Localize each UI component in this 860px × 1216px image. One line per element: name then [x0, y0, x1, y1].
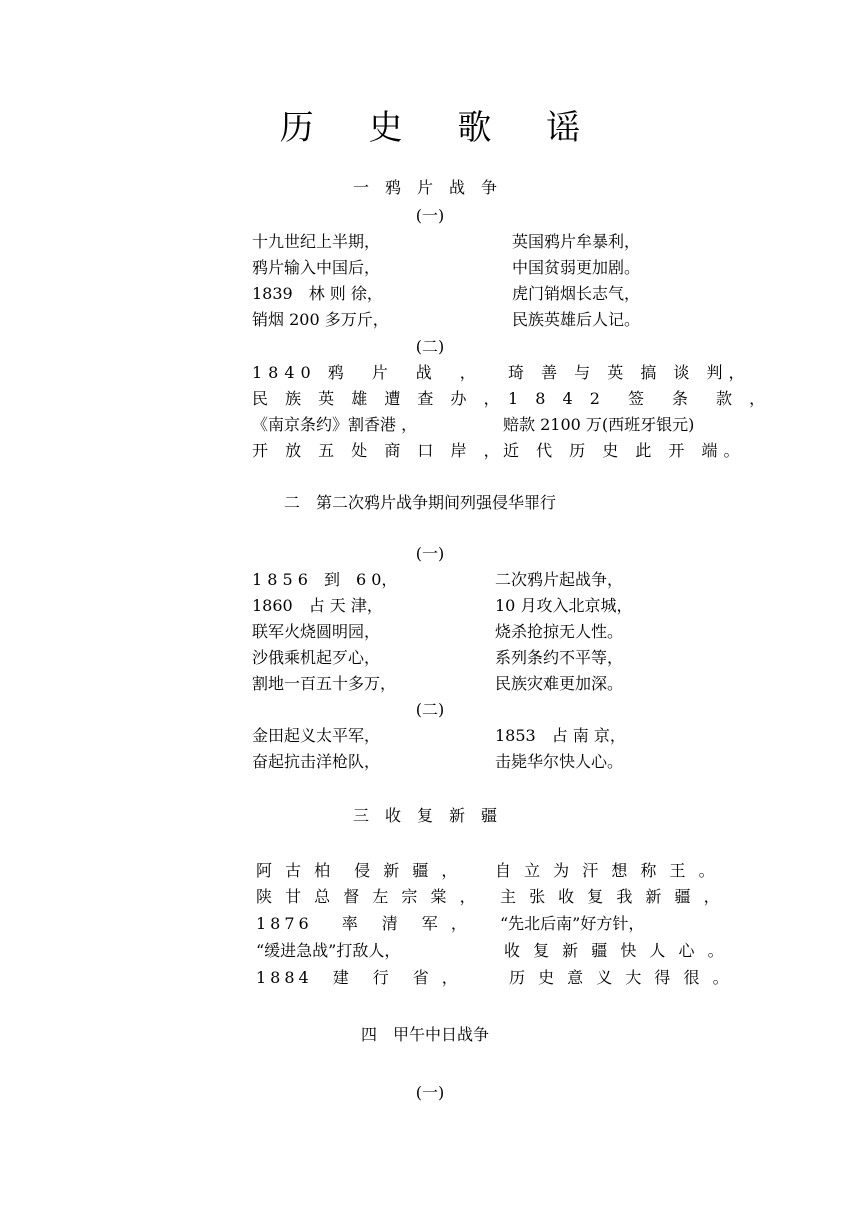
- verse-right: 琦 善 与 英 搞 谈 判，: [508, 363, 751, 382]
- section-heading: 二 第二次鸦片战争期间列强侵华罪行: [284, 493, 557, 512]
- verse-right: 赔款 2100 万(西班牙银元): [503, 415, 695, 434]
- verse-left: 1840 鸦 片 战 ，: [252, 363, 482, 382]
- verse-right: 10 月攻入北京城，: [495, 596, 633, 615]
- verse-right: 自 立 为 汗 想 称 王 。: [495, 861, 719, 880]
- verse-right: 中国贫弱更加剧。: [512, 258, 641, 277]
- verse-right: 击毙华尔快人心。: [495, 752, 624, 771]
- page-title: 历 史 歌 谣: [279, 108, 603, 148]
- verse-right: 主 张 收 复 我 新 疆 ，: [500, 887, 724, 906]
- verse-right: 民族英雄后人记。: [512, 310, 641, 329]
- verse-right: 英国鸦片牟暴利，: [512, 232, 641, 251]
- part-label: (二): [415, 700, 445, 719]
- verse-right: “先北后南”好方针，: [500, 914, 645, 933]
- part-label: (一): [415, 544, 445, 563]
- verse-left: 奋起抗击洋枪队，: [252, 752, 381, 771]
- verse-left: 鸦片输入中国后，: [252, 258, 381, 277]
- verse-right: 系列条约不平等，: [495, 648, 624, 667]
- verse-left: 1 8 5 6 到 6 0，: [252, 570, 398, 589]
- part-label: (二): [415, 337, 445, 356]
- section-heading: 三 收 复 新 疆: [353, 806, 498, 825]
- verse-left: 开 放 五 处 商 口 岸 ，: [252, 441, 506, 460]
- verse-left: 阿 古 柏 侵 新 疆 ，: [256, 861, 462, 880]
- verse-right: 虎门销烟长志气，: [512, 284, 641, 303]
- part-label: (一): [415, 1083, 445, 1102]
- verse-left: 销烟 200 多万斤，: [252, 310, 389, 329]
- part-label: (一): [415, 206, 445, 225]
- verse-right: 近 代 历 史 此 开 端。: [503, 441, 746, 460]
- verse-right: 1853 占 南 京，: [495, 726, 626, 745]
- section-heading: 一 鸦 片 战 争: [353, 178, 498, 197]
- verse-left: 《南京条约》割香港 ，: [252, 415, 418, 434]
- verse-left: 陕 甘 总 督 左 宗 棠 ，: [256, 887, 480, 906]
- verse-left: 1876 率 清 军 ，: [256, 914, 471, 933]
- verse-left: 金田起义太平军，: [252, 726, 381, 745]
- verse-right: 二次鸦片起战争，: [495, 570, 624, 589]
- verse-left: 沙俄乘机起歹心，: [252, 648, 381, 667]
- verse-right: 1 8 4 2 签 条 款 ，: [508, 389, 772, 408]
- verse-left: 1860 占 天 津，: [252, 596, 383, 615]
- verse-right: 烧杀抢掠无人性。: [495, 622, 624, 641]
- verse-left: “缓进急战”打敌人，: [256, 941, 401, 960]
- verse-left: 民 族 英 雄 遭 查 办 ，: [252, 389, 506, 408]
- verse-left: 十九世纪上半期，: [252, 232, 381, 251]
- verse-right: 历 史 意 义 大 得 很 。: [509, 968, 733, 987]
- verse-left: 1839 林 则 徐，: [252, 284, 383, 303]
- verse-left: 联军火烧圆明园，: [252, 622, 381, 641]
- verse-left: 1884 建 行 省 ，: [256, 968, 462, 987]
- verse-right: 收 复 新 疆 快 人 心 。: [504, 941, 728, 960]
- verse-left: 割地一百五十多万，: [252, 674, 397, 693]
- section-heading: 四 甲午中日战争: [361, 1025, 490, 1044]
- verse-right: 民族灾难更加深。: [495, 674, 624, 693]
